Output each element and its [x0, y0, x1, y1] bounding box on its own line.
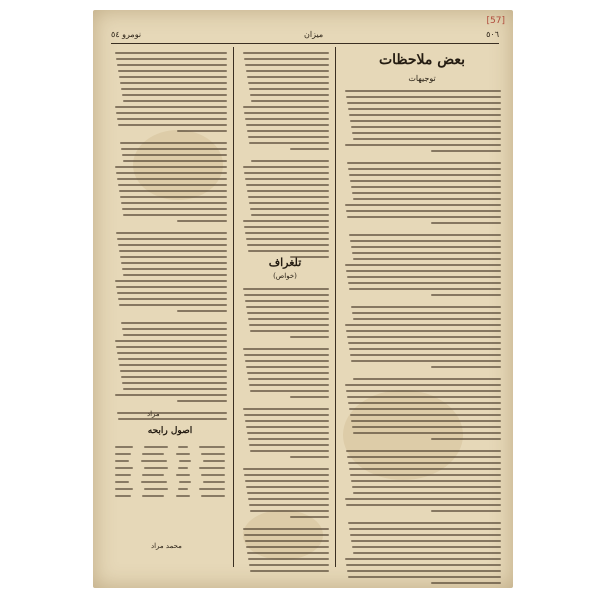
- text-line: [121, 88, 227, 90]
- text-line: [245, 178, 329, 180]
- text-line: [347, 102, 501, 104]
- text-line: [123, 214, 227, 216]
- text-line: [431, 582, 501, 584]
- table-cell: [176, 474, 190, 476]
- text-line: [120, 82, 227, 84]
- text-line: [251, 160, 329, 162]
- table-cell: [142, 474, 164, 476]
- text-line: [123, 160, 227, 162]
- text-line: [351, 306, 501, 308]
- text-line: [119, 364, 227, 366]
- text-line: [120, 370, 227, 372]
- text-line: [353, 198, 501, 200]
- table-cell: [142, 453, 164, 455]
- text-line: [353, 378, 501, 380]
- text-line: [352, 192, 501, 194]
- text-line: [347, 570, 501, 572]
- text-line: [115, 280, 227, 282]
- text-line: [243, 408, 329, 410]
- text-line: [248, 196, 329, 198]
- text-line: [115, 106, 227, 108]
- text-line: [246, 306, 329, 308]
- text-line: [350, 354, 501, 356]
- table-row: [115, 446, 225, 448]
- text-line: [115, 166, 227, 168]
- table-cell: [178, 488, 188, 490]
- text-line: [345, 90, 501, 92]
- table-cell: [199, 488, 225, 490]
- text-line: [290, 456, 329, 458]
- table-cell: [144, 467, 168, 469]
- text-line: [119, 250, 227, 252]
- text-line: [249, 384, 329, 386]
- table-cell: [142, 495, 164, 497]
- text-line: [251, 100, 329, 102]
- table-cell: [115, 467, 133, 469]
- text-line: [350, 534, 501, 536]
- text-line: [346, 270, 501, 272]
- text-line: [245, 540, 329, 542]
- text-line: [353, 138, 501, 140]
- text-line: [243, 468, 329, 470]
- text-line: [115, 52, 227, 54]
- text-line: [352, 546, 501, 548]
- text-line: [347, 396, 501, 398]
- text-line: [345, 498, 501, 500]
- text-line: [122, 154, 227, 156]
- text-line: [352, 252, 501, 254]
- text-line: [117, 412, 227, 414]
- text-line: [290, 396, 329, 398]
- newspaper-page: [93, 10, 513, 588]
- text-line: [247, 372, 329, 374]
- text-line: [350, 414, 501, 416]
- text-line: [246, 124, 329, 126]
- text-line: [352, 132, 501, 134]
- text-line: [350, 180, 501, 182]
- text-line: [250, 330, 329, 332]
- text-line: [244, 226, 329, 228]
- text-line: [346, 564, 501, 566]
- text-line: [346, 450, 501, 452]
- text-line: [244, 414, 329, 416]
- text-line: [116, 58, 227, 60]
- text-line: [123, 100, 227, 102]
- text-line: [345, 324, 501, 326]
- text-line: [247, 190, 329, 192]
- text-line: [117, 118, 227, 120]
- table-cell: [201, 474, 225, 476]
- table-cell: [141, 481, 167, 483]
- text-line: [247, 130, 329, 132]
- text-line: [353, 258, 501, 260]
- text-line: [351, 360, 501, 362]
- section-subtitle-middle: (خواص): [273, 272, 297, 280]
- text-line: [177, 310, 227, 312]
- text-line: [347, 336, 501, 338]
- text-line: [247, 552, 329, 554]
- text-line: [248, 136, 329, 138]
- text-line: [351, 246, 501, 248]
- text-line: [349, 114, 501, 116]
- text-line: [120, 142, 227, 144]
- text-line: [345, 204, 501, 206]
- signature-full: محمد مراد: [151, 542, 182, 550]
- text-line: [118, 184, 227, 186]
- page-number: ٥٠٦: [486, 29, 499, 39]
- text-line: [349, 288, 501, 290]
- text-line: [118, 358, 227, 360]
- column-right-text: [343, 90, 501, 588]
- text-line: [243, 106, 329, 108]
- text-line: [431, 222, 501, 224]
- text-line: [431, 366, 501, 368]
- text-line: [120, 256, 227, 258]
- text-line: [116, 232, 227, 234]
- text-line: [250, 208, 329, 210]
- table-cell: [179, 460, 191, 462]
- text-line: [243, 288, 329, 290]
- text-line: [351, 480, 501, 482]
- newspaper-name: میزان: [303, 29, 324, 39]
- text-line: [246, 546, 329, 548]
- text-line: [346, 210, 501, 212]
- text-line: [122, 328, 227, 330]
- text-line: [351, 540, 501, 542]
- table-cell: [201, 495, 225, 497]
- text-line: [350, 120, 501, 122]
- text-line: [248, 438, 329, 440]
- page-header: [111, 26, 499, 42]
- text-line: [119, 190, 227, 192]
- text-line: [250, 450, 329, 452]
- text-line: [246, 366, 329, 368]
- text-line: [352, 486, 501, 488]
- text-line: [117, 238, 227, 240]
- text-line: [117, 178, 227, 180]
- text-line: [348, 342, 501, 344]
- table-row: [115, 453, 225, 455]
- text-line: [249, 504, 329, 506]
- text-line: [123, 334, 227, 336]
- table-cell: [115, 474, 131, 476]
- text-line: [251, 214, 329, 216]
- text-line: [122, 94, 227, 96]
- text-line: [250, 510, 329, 512]
- text-line: [431, 438, 501, 440]
- text-line: [350, 474, 501, 476]
- text-line: [290, 336, 329, 338]
- table-title: اصول رابحه: [147, 426, 193, 436]
- table-cell: [178, 446, 188, 448]
- table-row: [115, 467, 225, 469]
- text-line: [348, 168, 501, 170]
- signature-short: مراد: [147, 410, 160, 418]
- text-line: [431, 150, 501, 152]
- text-line: [249, 142, 329, 144]
- text-line: [246, 426, 329, 428]
- issue-number: نومرو ٥٤: [111, 29, 142, 39]
- text-line: [353, 432, 501, 434]
- text-line: [117, 64, 227, 66]
- text-line: [244, 354, 329, 356]
- text-line: [121, 322, 227, 324]
- table-cell: [144, 446, 168, 448]
- table-cell: [176, 495, 190, 497]
- text-line: [117, 352, 227, 354]
- section-subtitle-right: توجیهات: [408, 74, 436, 83]
- text-line: [248, 82, 329, 84]
- text-line: [245, 64, 329, 66]
- text-line: [177, 220, 227, 222]
- text-line: [248, 498, 329, 500]
- text-line: [244, 534, 329, 536]
- text-line: [244, 112, 329, 114]
- text-line: [247, 432, 329, 434]
- text-line: [245, 360, 329, 362]
- text-line: [246, 70, 329, 72]
- text-line: [349, 528, 501, 530]
- text-line: [352, 426, 501, 428]
- text-line: [249, 324, 329, 326]
- text-line: [347, 162, 501, 164]
- text-line: [116, 172, 227, 174]
- header-rule: [111, 43, 499, 44]
- price-table: [115, 446, 225, 502]
- table-cell: [115, 446, 133, 448]
- table-cell: [115, 495, 131, 497]
- text-line: [249, 88, 329, 90]
- text-line: [349, 348, 501, 350]
- table-cell: [178, 467, 188, 469]
- table-cell: [199, 446, 225, 448]
- text-line: [249, 202, 329, 204]
- text-line: [290, 516, 329, 518]
- text-line: [431, 510, 501, 512]
- text-line: [349, 234, 501, 236]
- archive-mark: [57]: [486, 16, 505, 26]
- column-divider: [233, 47, 234, 567]
- text-line: [122, 268, 227, 270]
- text-line: [247, 76, 329, 78]
- text-line: [246, 184, 329, 186]
- text-line: [345, 384, 501, 386]
- text-line: [118, 298, 227, 300]
- text-line: [245, 480, 329, 482]
- text-line: [118, 244, 227, 246]
- text-line: [246, 238, 329, 240]
- table-cell: [141, 460, 167, 462]
- text-line: [247, 492, 329, 494]
- text-line: [250, 570, 329, 572]
- text-line: [244, 172, 329, 174]
- text-line: [345, 144, 501, 146]
- text-line: [122, 208, 227, 210]
- text-line: [116, 286, 227, 288]
- column-middle-text-top: [241, 52, 329, 268]
- table-cell: [201, 453, 225, 455]
- text-line: [349, 468, 501, 470]
- text-line: [348, 522, 501, 524]
- text-line: [121, 262, 227, 264]
- text-line: [243, 52, 329, 54]
- table-cell: [179, 481, 191, 483]
- text-line: [348, 402, 501, 404]
- table-cell: [199, 467, 225, 469]
- text-line: [345, 264, 501, 266]
- text-line: [247, 244, 329, 246]
- section-title-middle: تلغراف: [268, 256, 302, 269]
- text-line: [247, 312, 329, 314]
- text-line: [352, 312, 501, 314]
- text-line: [350, 240, 501, 242]
- text-line: [248, 318, 329, 320]
- text-line: [121, 376, 227, 378]
- table-row: [115, 495, 225, 497]
- text-line: [245, 118, 329, 120]
- table-cell: [115, 481, 129, 483]
- column-divider: [335, 47, 336, 567]
- text-line: [121, 202, 227, 204]
- text-line: [347, 276, 501, 278]
- text-line: [121, 148, 227, 150]
- text-line: [118, 418, 227, 420]
- text-line: [348, 282, 501, 284]
- text-line: [250, 94, 329, 96]
- text-line: [118, 124, 227, 126]
- text-line: [346, 390, 501, 392]
- table-cell: [115, 460, 129, 462]
- text-line: [346, 96, 501, 98]
- text-line: [348, 462, 501, 464]
- text-line: [290, 148, 329, 150]
- section-title-right: بعض ملاحظات: [378, 52, 466, 68]
- text-line: [244, 294, 329, 296]
- text-line: [118, 70, 227, 72]
- text-line: [177, 400, 227, 402]
- text-line: [348, 108, 501, 110]
- text-line: [248, 558, 329, 560]
- text-line: [353, 492, 501, 494]
- text-line: [351, 126, 501, 128]
- text-line: [353, 552, 501, 554]
- table-row: [115, 460, 225, 462]
- table-cell: [176, 453, 190, 455]
- text-line: [243, 220, 329, 222]
- table-row: [115, 488, 225, 490]
- text-line: [116, 346, 227, 348]
- text-line: [119, 76, 227, 78]
- text-line: [122, 382, 227, 384]
- text-line: [115, 394, 227, 396]
- text-line: [115, 340, 227, 342]
- text-line: [248, 250, 329, 252]
- table-cell: [203, 460, 225, 462]
- text-line: [351, 420, 501, 422]
- table-cell: [144, 488, 168, 490]
- text-line: [243, 166, 329, 168]
- text-line: [244, 58, 329, 60]
- text-line: [347, 216, 501, 218]
- text-line: [120, 196, 227, 198]
- table-row: [115, 474, 225, 476]
- table-cell: [203, 481, 225, 483]
- text-line: [123, 274, 227, 276]
- text-line: [345, 558, 501, 560]
- table-cell: [115, 488, 133, 490]
- text-line: [348, 576, 501, 578]
- table-row: [115, 481, 225, 483]
- text-line: [119, 304, 227, 306]
- text-line: [431, 294, 501, 296]
- text-line: [346, 330, 501, 332]
- text-line: [347, 456, 501, 458]
- text-line: [349, 408, 501, 410]
- text-line: [250, 390, 329, 392]
- text-line: [346, 504, 501, 506]
- text-line: [117, 292, 227, 294]
- text-line: [248, 378, 329, 380]
- text-line: [353, 318, 501, 320]
- text-line: [116, 112, 227, 114]
- text-line: [177, 130, 227, 132]
- text-line: [349, 174, 501, 176]
- text-line: [246, 486, 329, 488]
- text-line: [244, 474, 329, 476]
- text-line: [245, 300, 329, 302]
- text-line: [243, 528, 329, 530]
- text-line: [351, 186, 501, 188]
- column-left-text-top: [113, 52, 227, 424]
- column-middle-text-bottom: [241, 288, 329, 576]
- text-line: [243, 348, 329, 350]
- text-line: [245, 232, 329, 234]
- text-line: [245, 420, 329, 422]
- table-cell: [115, 453, 131, 455]
- text-line: [123, 388, 227, 390]
- text-line: [249, 564, 329, 566]
- text-line: [249, 444, 329, 446]
